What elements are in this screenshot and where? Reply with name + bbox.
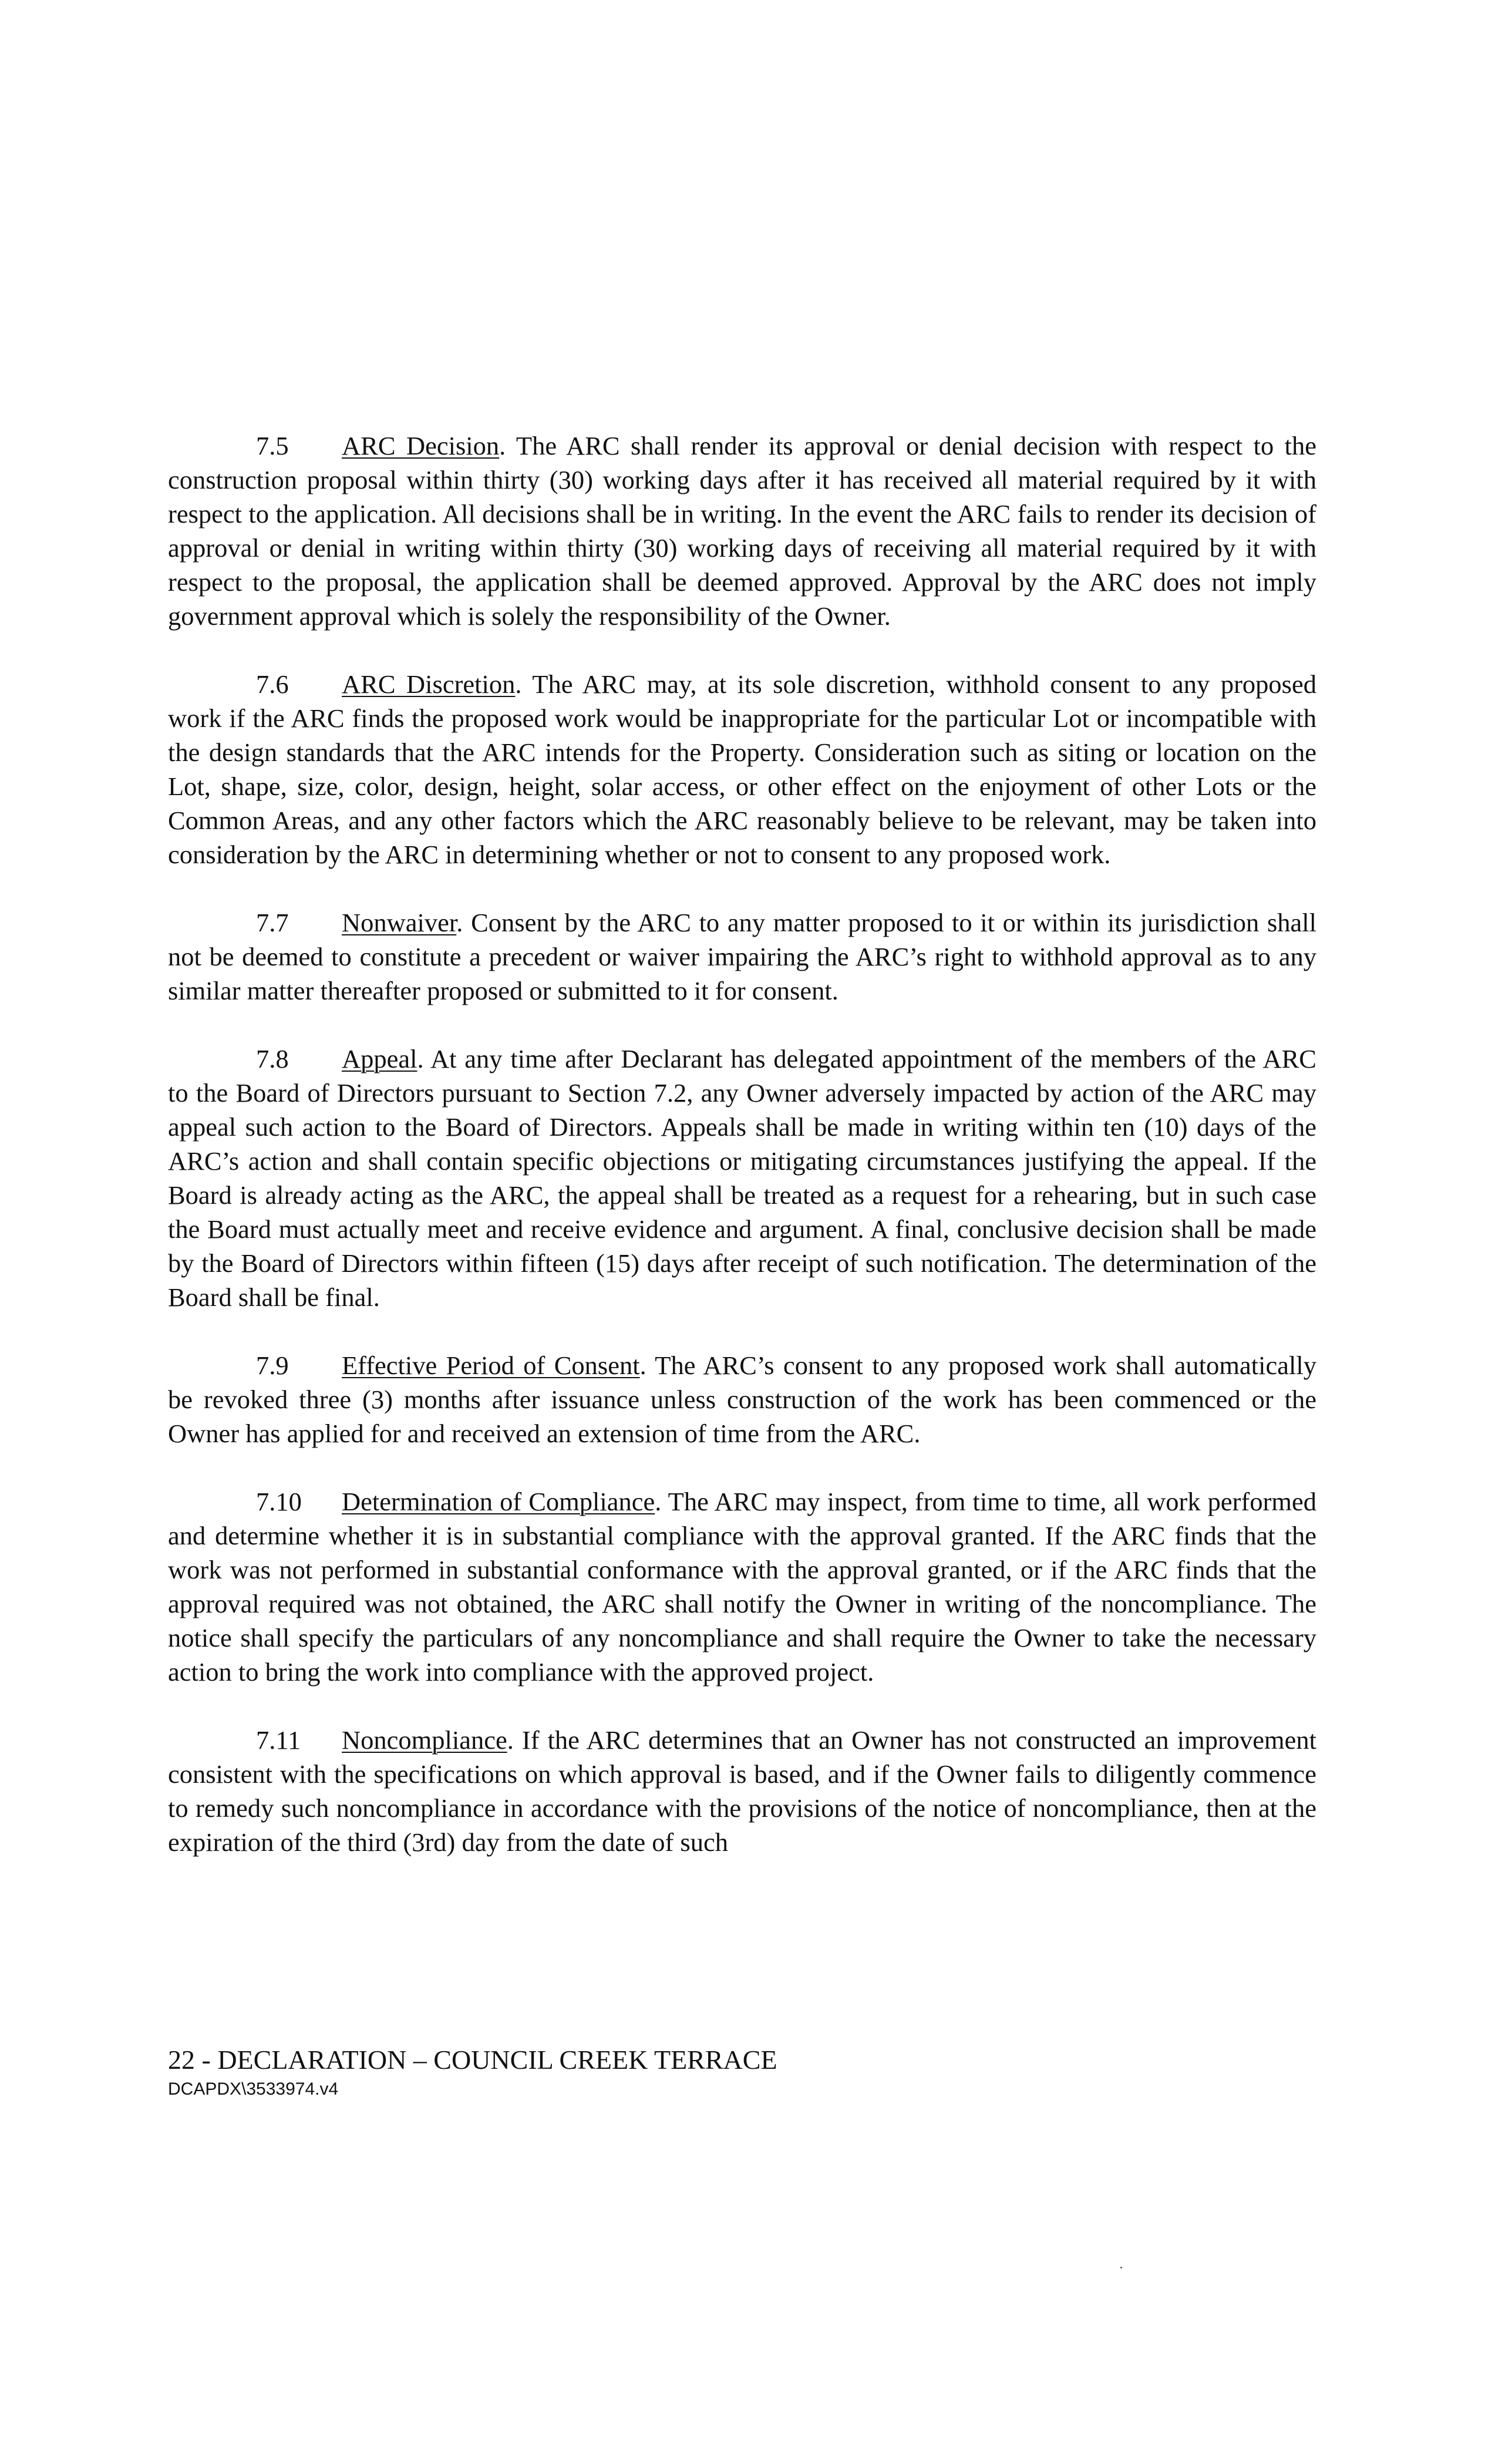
section-7-6 xyxy=(168,667,1316,871)
section-text: . At any time after Declarant has delegated appointment of the members of the ARC to the Board of Directors pursuant to Section 7.2, any Owner adversely impacted by action of the ARC may appeal such action to the Board of Directors. Appeals shall be made in writing within ten (10) days of the ARC’s action and shall contain specific objections or mitigating circumstances justifying the appeal. If the Board is already acting as the ARC, the appeal shall be treated as a request for a rehearing, but in such case the Board must actually meet and receive evidence and argument. A final, conclusive decision shall be made by the Board of Directors within fifteen (15) days after receipt of such notification. The determination of the Board shall be final. xyxy=(168,1044,1316,1312)
section-heading: ARC Decision xyxy=(342,431,500,460)
section-heading: Nonwaiver xyxy=(342,908,457,937)
section-number: 7.6 xyxy=(256,669,289,699)
scan-speck xyxy=(1120,2267,1122,2268)
section-text: . The ARC’s consent to any proposed work shall automatically be revoked three (3) months after issuance unless construction of the work has been commenced or the Owner has applied for and received an extension of time from the ARC. xyxy=(168,1351,1316,1448)
section-number: 7.5 xyxy=(256,431,289,460)
page-footer xyxy=(168,2044,1316,2101)
section-7-9 xyxy=(168,1348,1316,1450)
section-heading: Appeal xyxy=(342,1044,417,1073)
section-heading: Noncompliance xyxy=(342,1725,507,1755)
section-number: 7.10 xyxy=(256,1487,302,1516)
section-number: 7.7 xyxy=(256,908,289,937)
section-text: . The ARC shall render its approval or denial decision with respect to the construction proposal within thirty (30) working days after it has received all material required by it with respect to the application. All decisions shall be in writing. In the event the ARC fails to render its decision of approval or denial in writing within thirty (30) working days of receiving all material required by it with respect to the proposal, the application shall be deemed approved. Approval by the ARC does not imply government approval which is solely the responsibility of the Owner. xyxy=(168,431,1316,631)
section-7-5 xyxy=(168,429,1316,633)
section-heading: Determination of Compliance xyxy=(342,1487,655,1516)
section-7-8 xyxy=(168,1042,1316,1314)
section-number: 7.11 xyxy=(256,1725,301,1755)
section-text: . Consent by the ARC to any matter proposed to it or within its jurisdiction shall not be deemed to constitute a precedent or waiver impairing the ARC’s right to withhold approval as to any similar matter thereafter proposed or submitted to it for consent. xyxy=(168,908,1316,1005)
section-number: 7.8 xyxy=(256,1044,289,1073)
section-7-10 xyxy=(168,1485,1316,1689)
section-number: 7.9 xyxy=(256,1351,289,1380)
document-body xyxy=(168,429,1316,1893)
footer-title: 22 - DECLARATION – COUNCIL CREEK TERRACE xyxy=(168,2045,777,2075)
section-text: . The ARC may inspect, from time to time, all work performed and determine whether it is in substantial compliance with the approval granted. If the ARC finds that the work was not performed in substantial conformance with the approval granted, or if the ARC finds that the approval required was not obtained, the ARC shall notify the Owner in writing of the noncompliance. The notice shall specify the particulars of any noncompliance and shall require the Owner to take the necessary action to bring the work into compliance with the approved project. xyxy=(168,1487,1317,1687)
section-text: . The ARC may, at its sole discretion, withhold consent to any proposed work if the ARC finds the proposed work would be inappropriate for the particular Lot or incompatible with the design standards that the ARC intends for the Property. Consideration such as siting or location on the Lot, shape, size, color, design, height, solar access, or other effect on the enjoyment of other Lots or the Common Areas, and any other factors which the ARC reasonably believe to be relevant, may be taken into consideration by the ARC in determining whether or not to consent to any proposed work. xyxy=(168,669,1316,869)
section-7-7 xyxy=(168,906,1316,1008)
footer-document-reference: DCAPDX\3533974.v4 xyxy=(168,2079,339,2099)
section-7-11 xyxy=(168,1723,1316,1859)
section-text: . If the ARC determines that an Owner has not constructed an improvement consistent with the specifications on which approval is based, and if the Owner fails to diligently commence to remedy such noncompliance in accordance with the provisions of the notice of noncompliance, then at the expiration of the third (3rd) day from the date of such xyxy=(168,1725,1316,1857)
section-heading: ARC Discretion xyxy=(342,669,516,699)
section-heading: Effective Period of Consent xyxy=(342,1351,640,1380)
